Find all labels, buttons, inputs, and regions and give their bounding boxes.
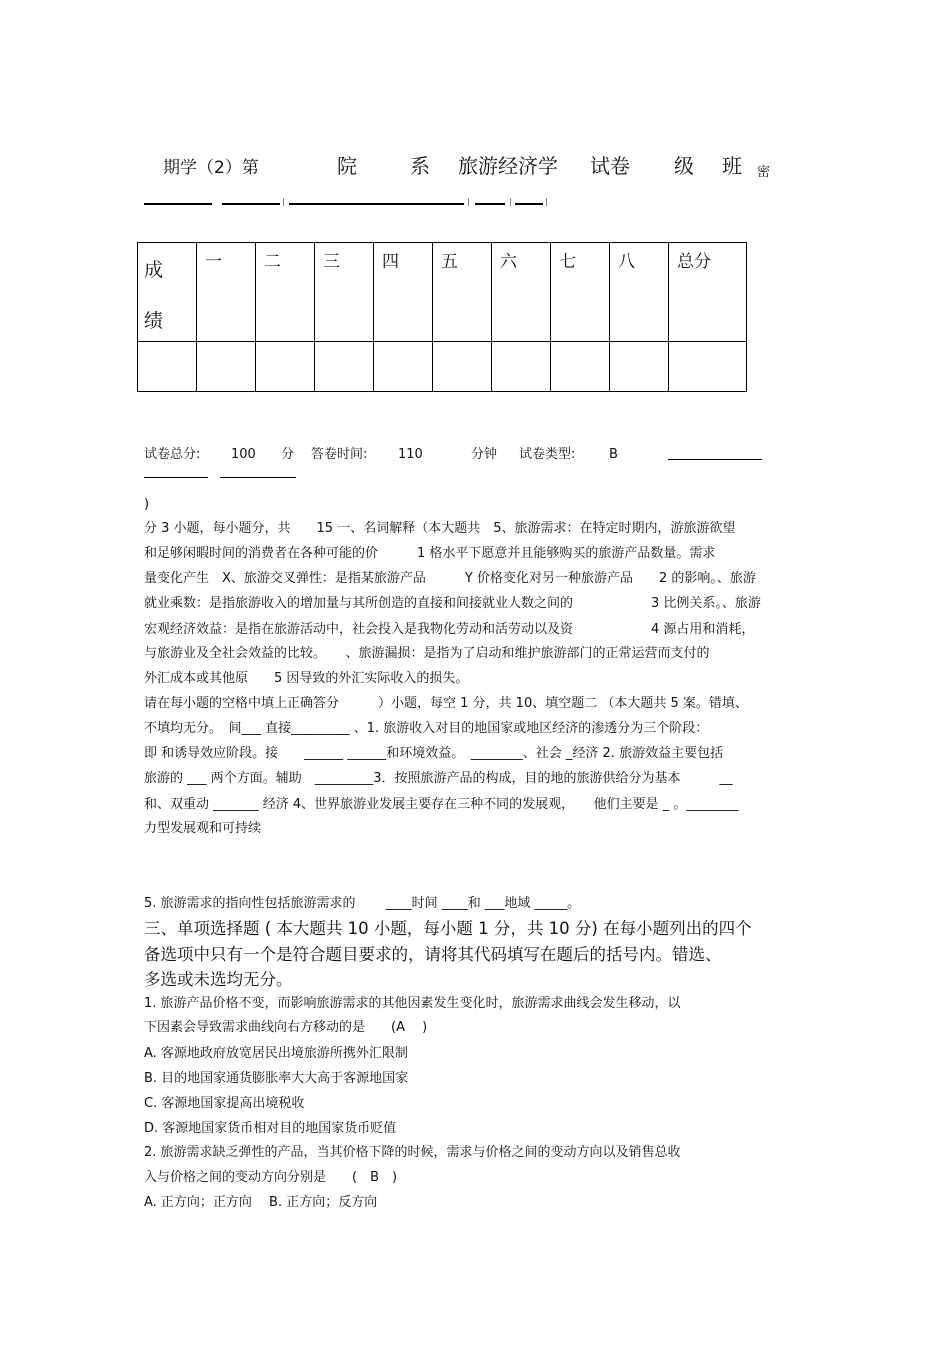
header-department: 系 <box>410 154 430 178</box>
underline-segment <box>289 203 464 205</box>
body-line: 不填均无分。 间___ 直接_________ 、1. 旅游收入对目的地国家或地区经济的渗透分为三个阶段： <box>144 721 709 736</box>
underline-segment <box>222 203 280 205</box>
col-header: 四 <box>382 252 399 272</box>
exam-type-value: B <box>609 447 618 462</box>
body-line: 和足够闲暇时间的消费者在各种可能的价 1 格水平下愿意并且能够购买的旅游产品数量。需求 <box>144 546 716 561</box>
option-line: A. 正方向；正方向 B. 正方向；反方向 <box>144 1195 378 1210</box>
col-header: 五 <box>441 252 458 272</box>
score-cell <box>256 342 315 392</box>
score-cell <box>374 342 433 392</box>
header-class: 班 <box>722 154 742 178</box>
option-line: A. 客源地政府放宽居民出境旅游所携外汇限制 <box>144 1046 408 1061</box>
underline-tick <box>283 198 284 206</box>
score-col-2 <box>256 243 315 342</box>
score-col-8 <box>610 243 669 342</box>
body-line: 请在每小题的空格中填上正确答分 ）小题，每空 1 分，共 10、填空题二 （本大题共 5 案。错填、 <box>144 696 748 711</box>
option-line: D. 客源地国家货币相对目的地国家货币贬值 <box>144 1121 397 1136</box>
question-line: 下因素会导致需求曲线向右方移动的是 (A ) <box>144 1020 428 1035</box>
body-line: 外汇成本或其他原 5 因导致的外汇实际收入的损失。 <box>144 671 469 686</box>
body-line: 宏观经济效益：是指在旅游活动中，社会投入是我物化劳动和活劳动以及资 4 源占用和消耗， <box>144 622 755 637</box>
underline-tick <box>510 198 511 206</box>
body-line: 和、双重动 _______ 经济 4、世界旅游业发展主要存在三种不同的发展观， 他们主要是 _ 。________ <box>144 797 739 812</box>
option-line: B. 目的地国家通货膨胀率大大高于客源地国家 <box>144 1071 409 1086</box>
section-3-line: 多选或未选均无分。 <box>144 970 293 989</box>
score-col-5 <box>433 243 492 342</box>
score-cell <box>610 342 669 392</box>
score-cell <box>669 342 747 392</box>
body-line: 分 3 小题，每小题分，共 15 一、名词解释（本大题共 5、旅游需求：在特定时期内，游旅游欲望 <box>144 521 736 536</box>
question-line: 2. 旅游需求缺乏弹性的产品，当其价格下降的时候，需求与价格之间的变动方向以及销售总收 <box>144 1145 681 1160</box>
exam-type-label: 试卷类型: <box>519 447 576 462</box>
question-line: 入与价格之间的变动方向分别是 ( B ) <box>144 1170 398 1185</box>
body-line: 与旅游业及全社会效益的比较。 、旅游漏损：是指为了启动和维护旅游部门的正常运营而支付的 <box>144 646 710 661</box>
total-score-label: 试卷总分: <box>144 447 201 462</box>
score-table <box>137 242 747 392</box>
body-line: 力型发展观和可持续 <box>144 821 262 836</box>
score-col-total <box>669 243 747 342</box>
score-cell <box>197 342 256 392</box>
header-seal: 密 <box>757 165 771 180</box>
underline-segment <box>515 203 543 205</box>
question-line: 1. 旅游产品价格不变，而影响旅游需求的其他因素发生变化时，旅游需求曲线会发生移动，以 <box>144 996 681 1011</box>
score-cell <box>315 342 374 392</box>
header-college: 院 <box>337 154 357 178</box>
underline-segment <box>475 203 505 205</box>
score-row-label <box>138 243 197 342</box>
col-header: 一 <box>205 252 222 272</box>
score-cell <box>433 342 492 392</box>
body-line: 旅游的 ___ 两个方面。辅助 _________3．按照旅游产品的构成，目的地的旅游供给分为基本 __ <box>144 771 733 786</box>
exam-time-value: 110 <box>398 447 423 462</box>
underline-segment <box>144 203 212 205</box>
body-line: 量变化产生 X、旅游交叉弹性：是指某旅游产品 Y 价格变化对另一种旅游产品 2 的影响。、旅游 <box>144 571 756 586</box>
fill-question-5: 5. 旅游需求的指向性包括旅游需求的 ____时间 ____和 ___地域 _____。 <box>144 896 581 911</box>
blank-line <box>144 477 208 478</box>
col-header: 八 <box>618 252 635 272</box>
total-score-unit: 分 <box>281 447 295 462</box>
score-cell <box>138 342 197 392</box>
score-col-6 <box>492 243 551 342</box>
exam-time-label: 答卷时间: <box>311 447 368 462</box>
score-col-3 <box>315 243 374 342</box>
score-col-4 <box>374 243 433 342</box>
header-grade: 级 <box>674 154 694 178</box>
body-line: 即 和诱导效应阶段。接 ______ ______和环境效益。 ________、社会 _经济 2. 旅游效益主要包括 <box>144 746 724 761</box>
underline-tick <box>468 198 469 206</box>
col-header: 六 <box>500 252 517 272</box>
score-cell <box>551 342 610 392</box>
blank-line <box>220 477 296 478</box>
header-subject: 旅游经济学 <box>458 154 558 178</box>
score-cell <box>492 342 551 392</box>
body-line: ) <box>144 497 150 512</box>
body-line: 就业乘数：是指旅游收入的增加量与其所创造的直接和间接就业人数之间的 3 比例关系。、旅游 <box>144 596 761 611</box>
col-header: 二 <box>264 252 281 272</box>
score-col-7 <box>551 243 610 342</box>
header-exam: 试卷 <box>590 154 630 178</box>
total-score-value: 100 <box>231 447 256 462</box>
underline-tick <box>546 198 547 206</box>
section-3-line: 备选项中只有一个是符合题目要求的，请将其代码填写在题后的括号内。错选、 <box>144 945 722 964</box>
exam-time-unit: 分钟 <box>471 447 498 462</box>
score-col-1 <box>197 243 256 342</box>
col-header: 总分 <box>677 252 711 272</box>
option-line: C. 客源地国家提高出境税收 <box>144 1096 305 1111</box>
row-label-1: 成 <box>144 259 164 281</box>
col-header: 七 <box>559 252 576 272</box>
row-label-2: 绩 <box>144 310 164 332</box>
section-3-line: 三、单项选择题 ( 本大题共 10 小题，每小题 1 分，共 10 分) 在每小题列出的四个 <box>144 919 752 938</box>
header-term: 期学（2）第 <box>163 158 259 178</box>
blank-line <box>668 459 762 460</box>
col-header: 三 <box>323 252 340 272</box>
